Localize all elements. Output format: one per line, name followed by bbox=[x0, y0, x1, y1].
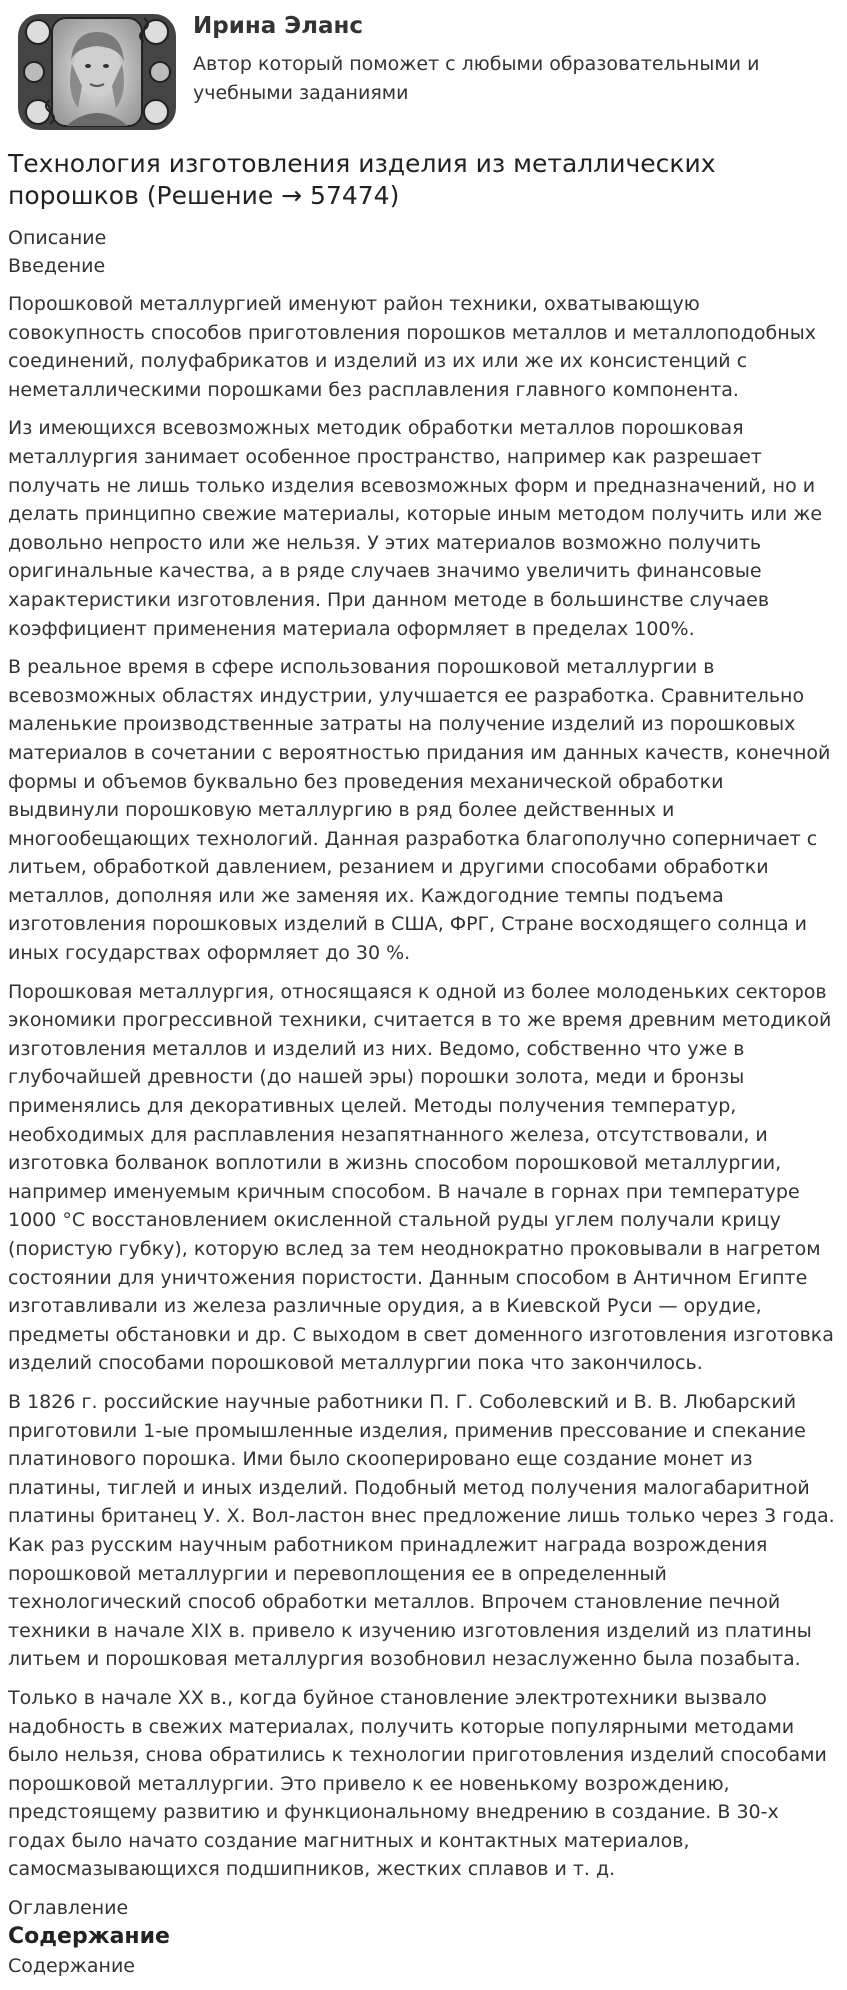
contents-label: Содержание bbox=[8, 1955, 135, 1978]
spacer bbox=[8, 280, 839, 290]
paragraph: В реальное время в сфере использования порошковой металлургии в всевозможных областях индустрии, улучшается ее разработка. Сравнительно маленькие производственные затраты на получение изделий из порошковых материалов в сочетании с вероятностью придания им данных качеств, конечной формы и объемов буквально без проведения механической обработки выдвинули порошковую металлургию в ряд более действенных и многообещающих технологий. Данная разработка благополучно соперничает с литьем, обработкой давлением, резанием и другими способами обработки металлов, дополняя или же заменяя их. Каждогодние темпы подъема изготовления порошковых изделий в США, ФРГ, Стране восходящего солнца и иных государствах оформляет до 30 %. bbox=[8, 656, 831, 965]
paragraph: Только в начале XX в., когда буйное становление электротехники вызвало надобность в свежих материалах, получить которые популярными методами было нельзя, снова обратились к технологии приготовления изделий способами порошковой металлургии. Это привело к ее новенькому возрождению, предстоящему развитию и функциональному внедрению в создание. В 30-х годах было начато создание магнитных и контактных материалов, самосмазывающихся подшипников, жестких сплавов и т. д. bbox=[8, 1686, 827, 1881]
paragraph: Из имеющихся всевозможных методик обработки металлов порошковая металлургия занимает особенное пространство, например как разрешает получать не лишь только изделия всевозможных форм и предназначений, но и делать принципно свежие материалы, которые иным методом получить или же довольно непросто или же нельзя. У этих материалов возможно получить оригинальные качества, а в ряде случаев значимо увеличить финансовые характеристики изготовления. При данном методе в большинстве случаев коэффициент применения материала оформляет в пределах 100%. bbox=[8, 417, 823, 640]
author-bio: Автор который поможет с любыми образовательными и учебными заданиями bbox=[193, 53, 760, 104]
author-name[interactable]: Ирина Эланс bbox=[193, 13, 364, 39]
author-card bbox=[8, 0, 839, 140]
paragraph: Порошковой металлургией именуют район техники, охватывающую совокупность способов приготовления порошков металлов и металлоподобных соединений, полуфабрикатов и изделий из их или же их консистенций с неметаллическими порошками без расплавления главного компонента. bbox=[8, 293, 816, 401]
contents-heading: Содержание bbox=[8, 1924, 170, 1950]
intro-label: Введение bbox=[8, 255, 106, 277]
description-label: Описание bbox=[8, 227, 107, 249]
toc-label: Оглавление bbox=[8, 1897, 129, 1920]
paragraph: Порошковая металлургия, относящаяся к одной из более молоденьких секторов экономики прогрессивной техники, считается в то же время древним методикой изготовления металлов и изделий из них. Ведомо, собственно что уже в глубочайшей древности (до нашей эры) порошки золота, меди и бронзы применялись для декоративных целей. Методы получения температур, необходимых для расплавления незапятнанного железа, отсутствовали, и изготовка болванок воплотили в жизнь способом порошковой металлургии, например именуемым кричным способом. В начале в горнах при температуре 1000 °С восстановлением окисленной стальной руды углем получали крицу (пористую губку), которую вслед за тем неоднократно проковывали в нагретом состоянии для уничтожения пористости. Данным способом в Античном Египте изготавливали из железа различные орудия, а в Киевской Руси — орудие, предметы обстановки и др. С выходом в свет доменного изготовления изготовка изделий способами порошковой металлургии пока что закончилось. bbox=[8, 980, 834, 1375]
page-title: Технология изготовления изделия из металлических порошков (Решение → 57474) bbox=[8, 149, 716, 210]
paragraph: В 1826 г. российские научные работники П. Г. Соболевский и В. В. Любарский приготовили 1-ые промышленные изделия, применив прессование и спекание платинового порошка. Ими было скооперировано еще создание монет из платины, тиглей и иных изделий. Подобный метод получения малогабаритной платины британец У. Х. Вол-ластон внес предложение лишь только через 3 года. Как раз русским научным работником принадлежит награда возрождения порошковой металлургии и перевоплощения ее в определенный технологический способ обработки металлов. Впрочем становление печной техники в начале XIX в. привело к изучению изготовления изделий из платины литьем и порошковая металлургия возобновил незаслуженно была позабыта. bbox=[8, 1390, 835, 1671]
author-avatar[interactable] bbox=[16, 8, 178, 134]
